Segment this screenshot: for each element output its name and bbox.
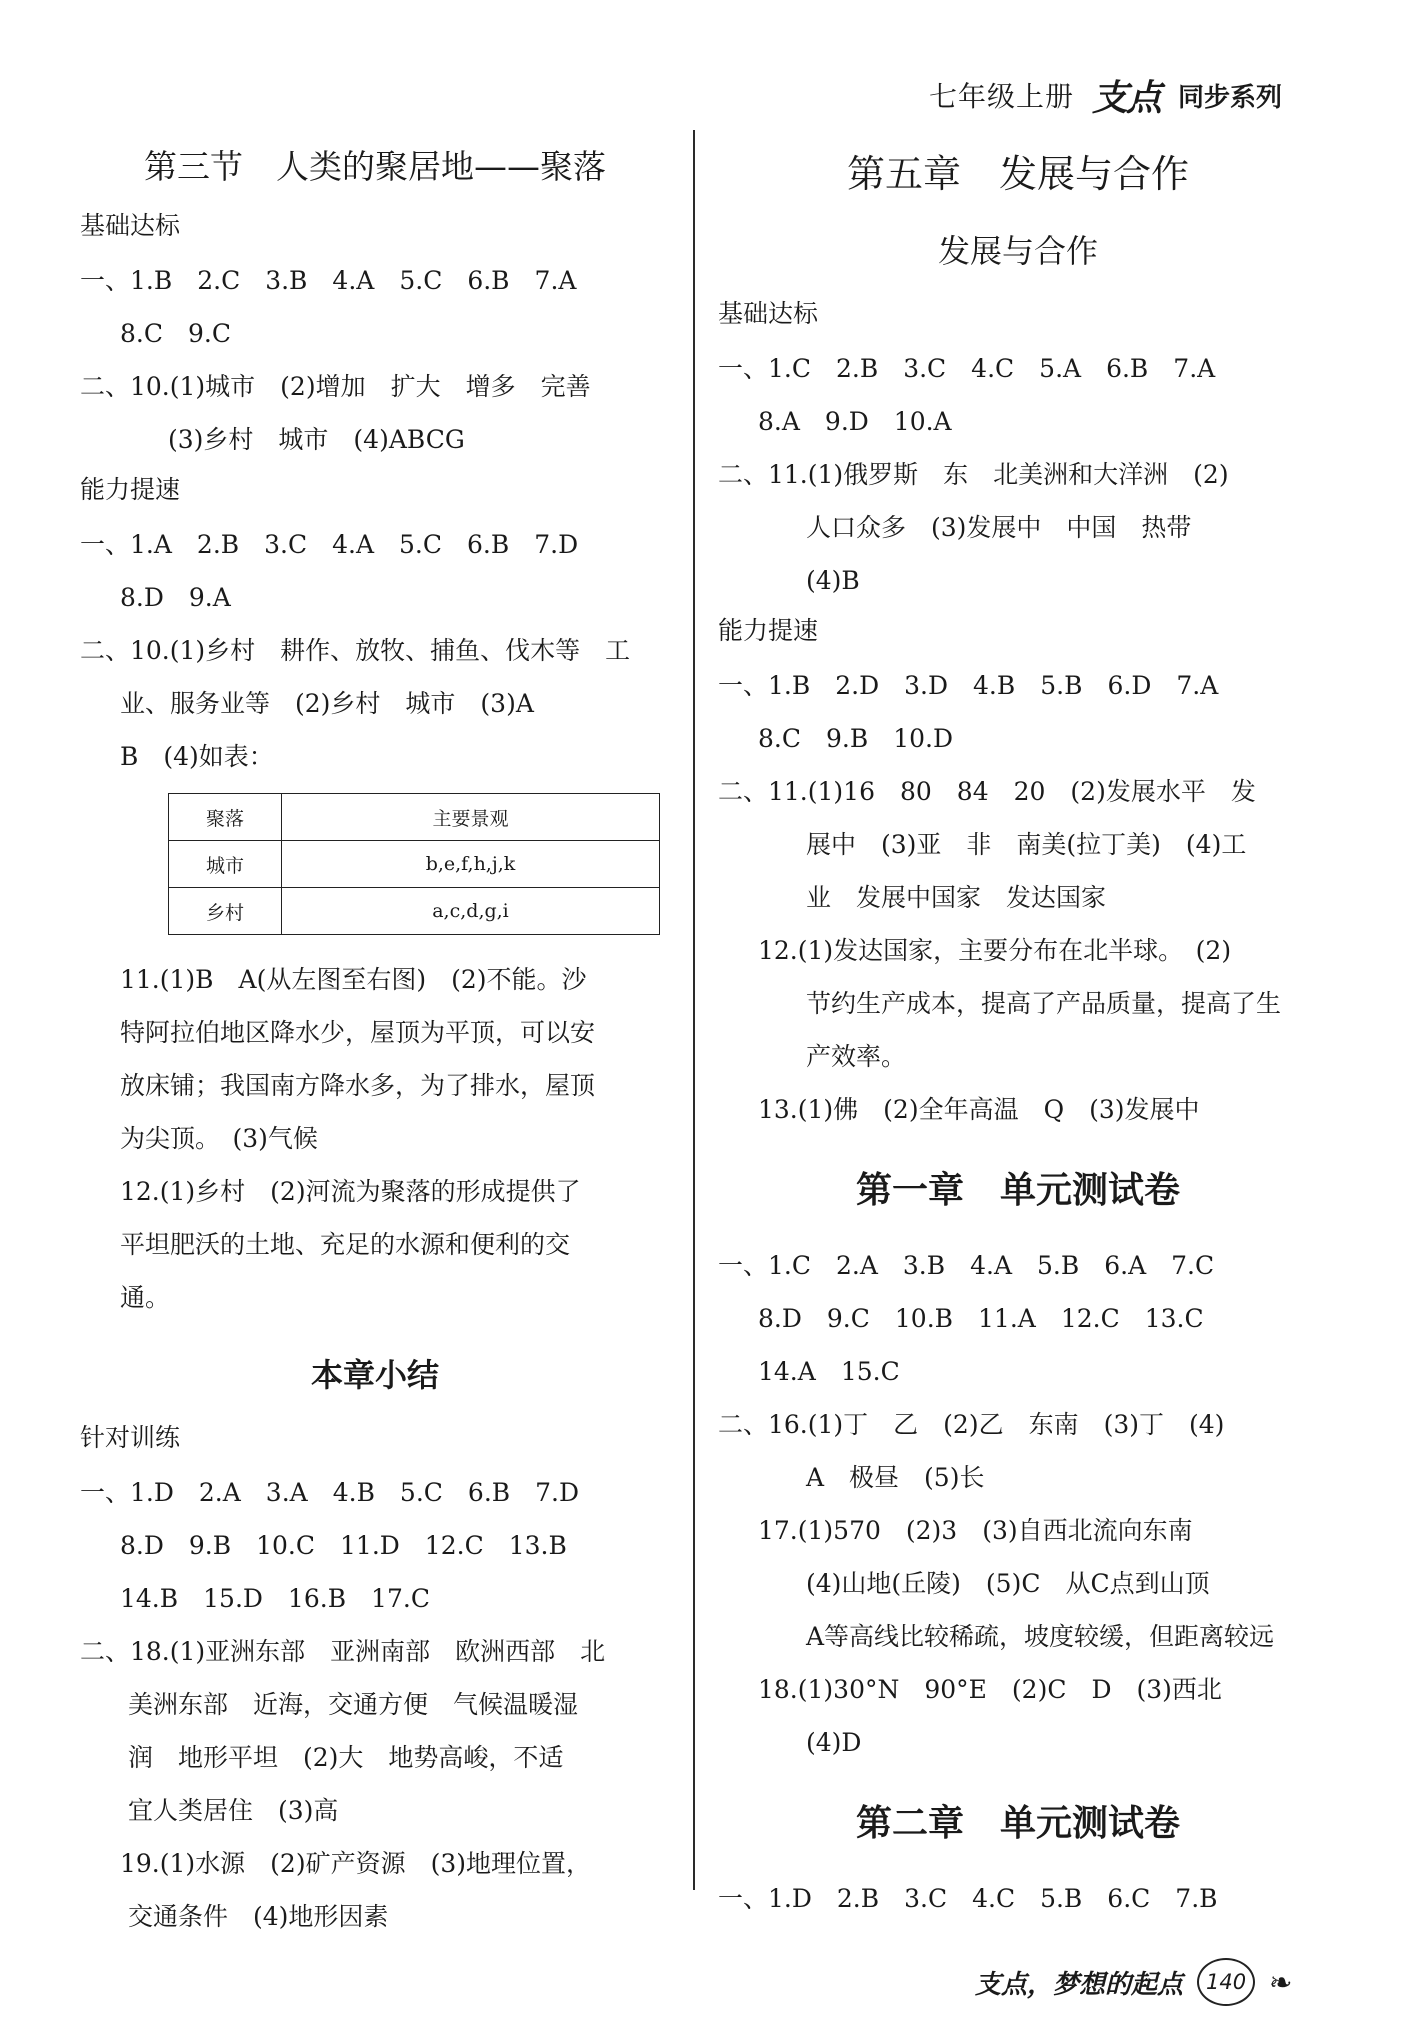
answer-line: 12.(1)乡村 (2)河流为聚落的形成提供了 [120,1177,581,1206]
summary-title: 本章小结 [310,1356,439,1394]
answer-line: (3)乡村 城市 (4)ABCG [168,425,465,454]
section-title: 第三节 人类的聚居地——聚落 [144,147,606,186]
answer-line: 业、服务业等 (2)乡村 城市 (3)A [120,689,534,718]
answer-line: 一、1.B 2.D 3.D 4.B 5.B 6.D 7.A [718,671,1219,700]
answer-line: 一、1.B 2.C 3.B 4.A 5.C 6.B 7.A [80,266,577,295]
left-column [80,135,670,1943]
answer-line: 19.(1)水源 (2)矿产资源 (3)地理位置， [120,1849,591,1878]
page-number: 140 [1197,1958,1255,2006]
answer-line: 二、16.(1)丁 乙 (2)乙 东南 (3)丁 (4) [718,1410,1225,1439]
ability-label: 能力提速 [80,475,181,504]
answer-line: 二、18.(1)亚洲东部 亚洲南部 欧洲西部 北 [80,1637,606,1666]
answer-line: A 极昼 (5)长 [806,1463,985,1492]
answer-line: A等高线比较稀疏，坡度较缓，但距离较远 [806,1622,1275,1651]
basic-label: 基础达标 [718,299,819,328]
answer-line: 二、11.(1)16 80 84 20 (2)发展水平 发 [718,777,1256,806]
answer-line: 宜人类居住 (3)高 [128,1796,339,1825]
answer-line: 交通条件 (4)地形因素 [128,1902,389,1931]
answer-line: 二、10.(1)城市 (2)增加 扩大 增多 完善 [80,372,591,401]
answer-line: 一、1.D 2.B 3.C 4.C 5.B 6.C 7.B [718,1884,1218,1913]
answer-line: B (4)如表： [120,742,274,771]
answer-line: 放床铺；我国南方降水多，为了排水，屋顶 [120,1071,596,1100]
training-label: 针对训练 [80,1423,181,1452]
answer-line: 一、1.D 2.A 3.A 4.B 5.C 6.B 7.D [80,1478,580,1507]
table-cell: a,c,d,g,i [282,888,660,935]
settlement-table [168,793,660,935]
table-header-cell: 主要景观 [282,794,660,841]
right-column [718,135,1318,1925]
answer-line: 14.B 15.D 16.B 17.C [120,1584,430,1613]
answer-line: 一、1.C 2.B 3.C 4.C 5.A 6.B 7.A [718,354,1216,383]
answer-line: 展中 (3)亚 非 南美(拉丁美) (4)工 [806,830,1247,859]
answer-line: 8.D 9.B 10.C 11.D 12.C 13.B [120,1531,567,1560]
answer-line: 12.(1)发达国家，主要分布在北半球。 (2) [758,936,1232,965]
test2-title: 第二章 单元测试卷 [855,1803,1180,1844]
footer-slogan: 支点，梦想的起点 [975,1969,1184,2000]
answer-line: 产效率。 [806,1042,907,1071]
ability-label: 能力提速 [718,616,819,645]
answer-line: 14.A 15.C [758,1357,900,1386]
answer-line: 一、1.A 2.B 3.C 4.A 5.C 6.B 7.D [80,530,579,559]
page-footer [975,1958,1292,2006]
answer-line: (4)山地(丘陵) (5)C 从C点到山顶 [806,1569,1210,1598]
answer-line: 8.D 9.C 10.B 11.A 12.C 13.C [758,1304,1204,1333]
brand-logo: 支点 [1091,77,1160,119]
series-label: 同步系列 [1177,82,1282,113]
answer-line: 二、10.(1)乡村 耕作、放牧、捕鱼、伐木等 工 [80,636,631,665]
answer-line: 11.(1)B A(从左图至右图) (2)不能。沙 [120,965,587,994]
answer-line: 业 发展中国家 发达国家 [806,883,1107,912]
grade-label: 七年级上册 [928,80,1074,113]
answer-line: (4)B [806,566,860,595]
table-row [169,888,660,935]
chapter-title: 第五章 发展与合作 [846,152,1189,196]
test1-title: 第一章 单元测试卷 [855,1170,1180,1211]
answer-line: 通。 [120,1283,171,1312]
answer-line: 8.C 9.C [120,319,231,348]
table-cell: 城市 [169,841,282,888]
answer-line: 为尖顶。 (3)气候 [120,1124,318,1153]
basic-label: 基础达标 [80,211,181,240]
answer-line: 8.C 9.B 10.D [758,724,954,753]
table-cell: 乡村 [169,888,282,935]
answer-line: 13.(1)佛 (2)全年高温 Q (3)发展中 [758,1095,1200,1124]
column-divider [693,130,695,1890]
table-header-row [169,794,660,841]
leaf-icon: ❧ [1269,1965,1293,1999]
answer-line: 8.D 9.A [120,583,231,612]
answer-line: 节约生产成本，提高了产品质量，提高了生 [806,989,1282,1018]
answer-line: 特阿拉伯地区降水少，屋顶为平顶，可以安 [120,1018,596,1047]
answer-line: 美洲东部 近海，交通方便 气候温暖湿 [128,1690,579,1719]
answer-line: (4)D [806,1728,862,1757]
answer-line: 一、1.C 2.A 3.B 4.A 5.B 6.A 7.C [718,1251,1215,1280]
table-row [169,841,660,888]
answer-line: 二、11.(1)俄罗斯 东 北美洲和大洋洲 (2) [718,460,1229,489]
answer-line: 人口众多 (3)发展中 中国 热带 [806,513,1192,542]
sub-title: 发展与合作 [937,232,1098,270]
answer-line: 18.(1)30°N 90°E (2)C D (3)西北 [758,1675,1222,1704]
answer-line: 润 地形平坦 (2)大 地势高峻，不适 [128,1743,564,1772]
table-header-cell: 聚落 [169,794,282,841]
page-header [929,70,1282,120]
answer-line: 平坦肥沃的土地、充足的水源和便利的交 [120,1230,571,1259]
answer-line: 8.A 9.D 10.A [758,407,952,436]
answer-line: 17.(1)570 (2)3 (3)自西北流向东南 [758,1516,1193,1545]
table-cell: b,e,f,h,j,k [282,841,660,888]
